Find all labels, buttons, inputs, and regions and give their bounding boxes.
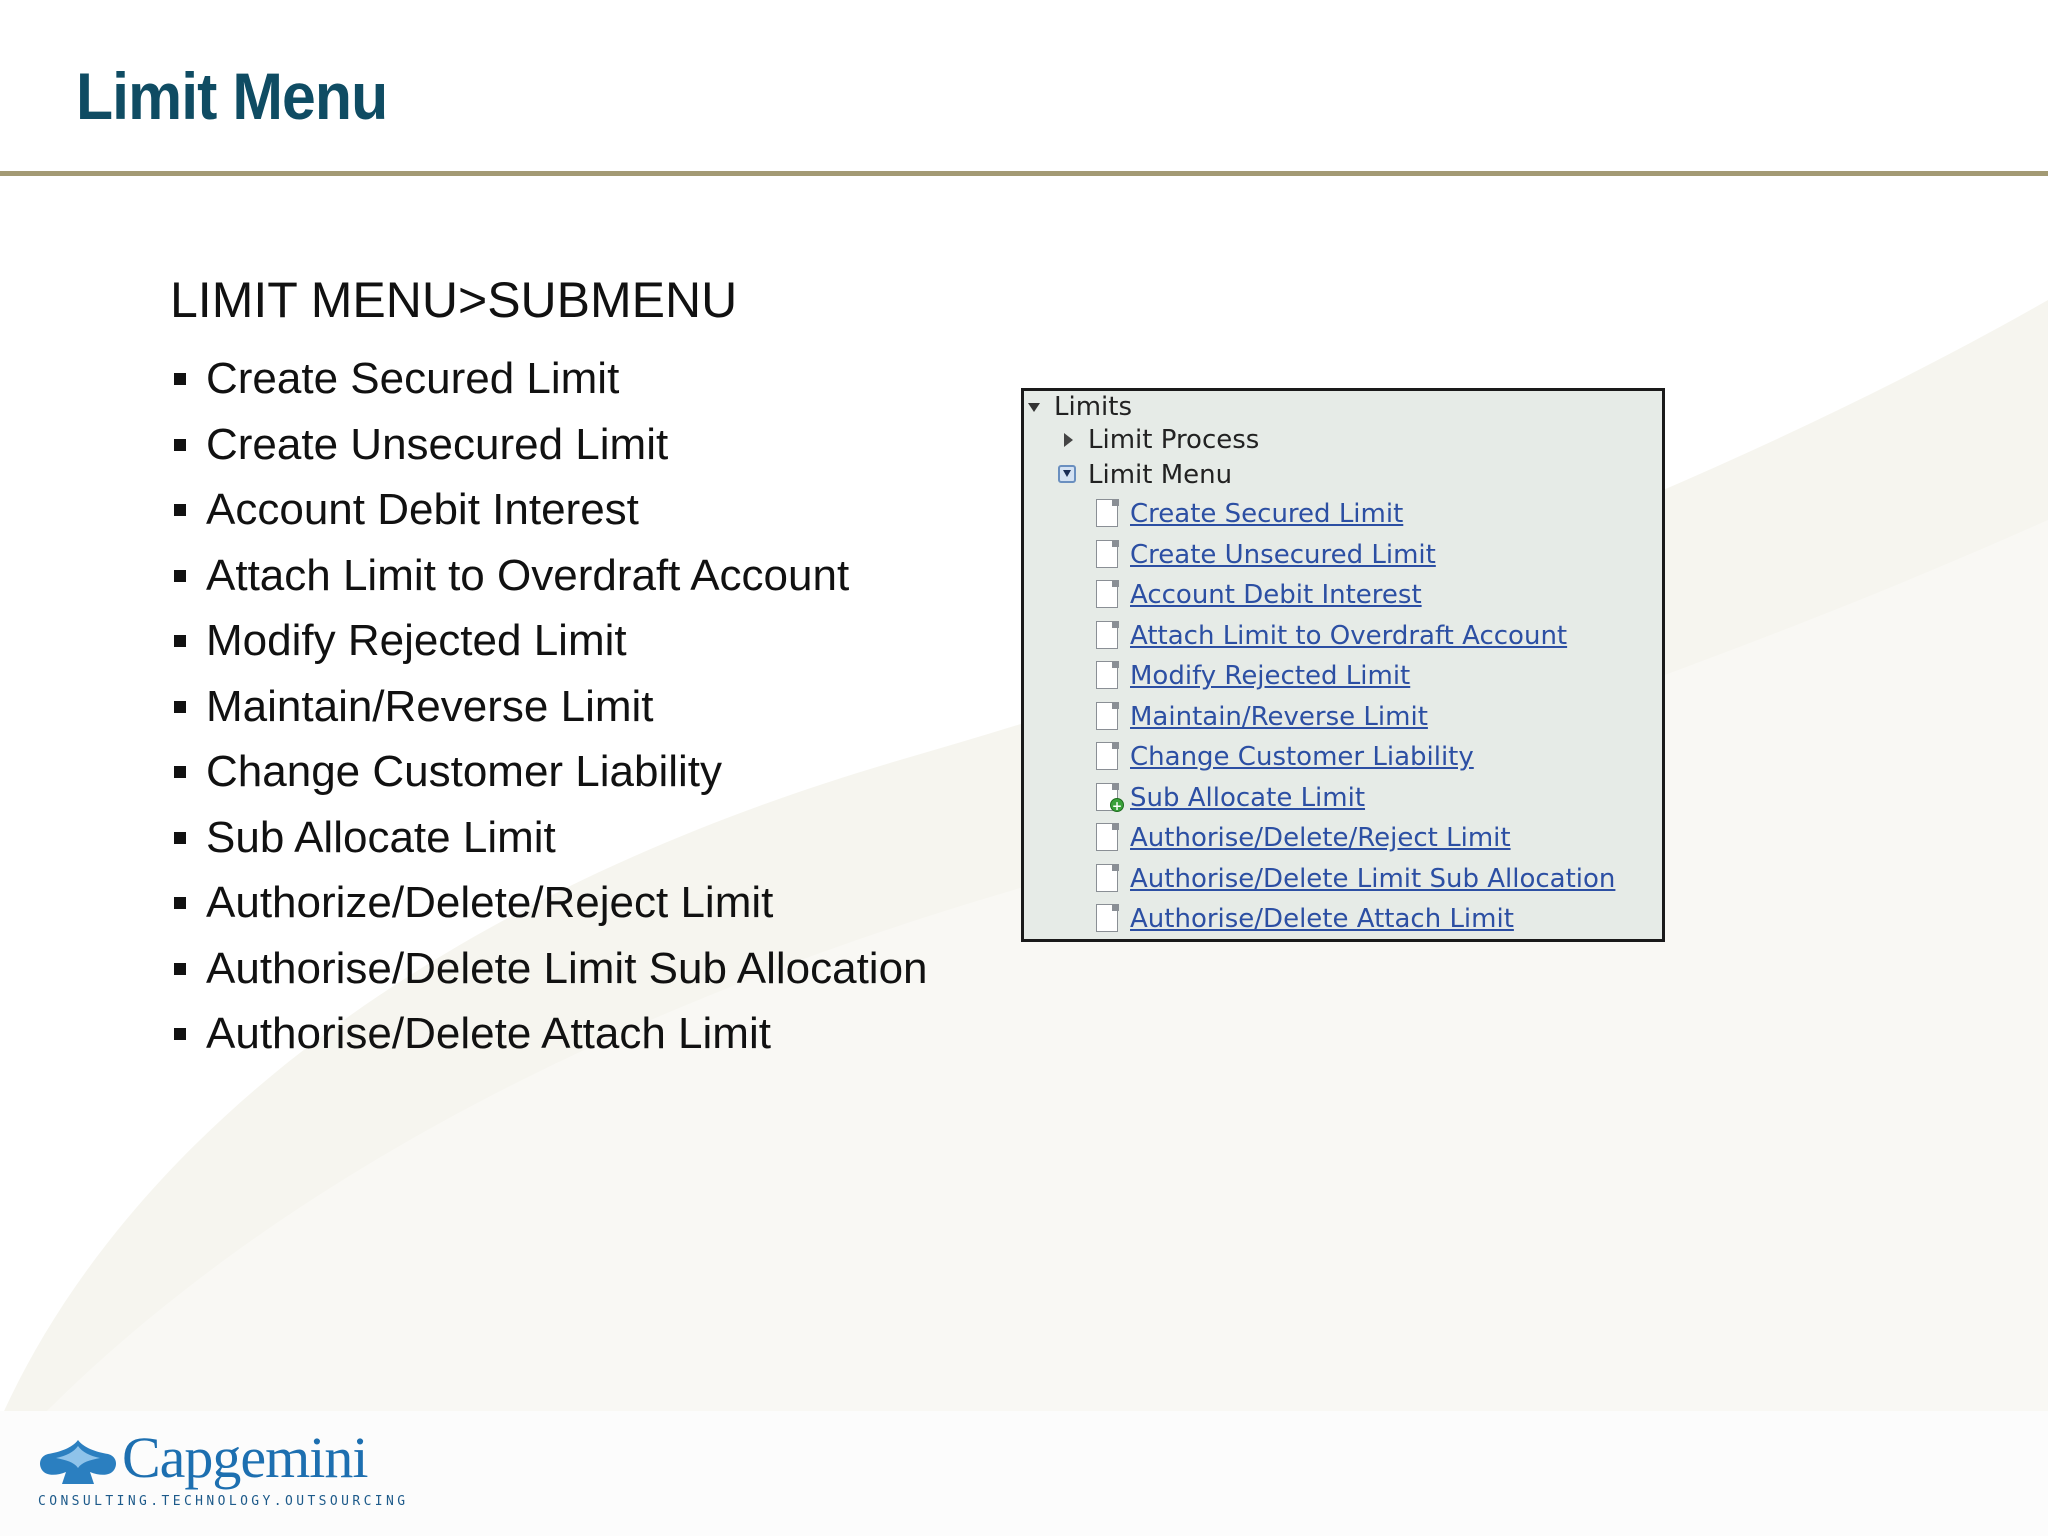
- limits-menu-tree-screenshot: [1021, 388, 1665, 942]
- tree-node-label: Limit Menu: [1088, 460, 1233, 490]
- document-icon: [1096, 864, 1118, 892]
- collapsed-triangle-icon[interactable]: [1064, 433, 1073, 447]
- spade-icon: [36, 1438, 120, 1488]
- tree-link[interactable]: Maintain/Reverse Limit: [1130, 702, 1428, 732]
- document-icon: [1096, 540, 1118, 568]
- tree-node-label: Limit Process: [1088, 425, 1260, 455]
- bullet-square-icon: [174, 897, 186, 909]
- tree-link[interactable]: Attach Limit to Overdraft Account: [1130, 621, 1568, 651]
- bullet-text: Change Customer Liability: [206, 747, 723, 796]
- bullet-square-icon: [174, 963, 186, 975]
- subheading: LIMIT MENU>SUBMENU: [170, 272, 738, 328]
- document-icon: [1096, 823, 1118, 851]
- document-icon: [1096, 580, 1118, 608]
- bullet-text: Attach Limit to Overdraft Account: [206, 550, 850, 600]
- document-icon: [1096, 904, 1118, 932]
- tree-link[interactable]: Create Unsecured Limit: [1130, 540, 1436, 570]
- tree-link[interactable]: Account Debit Interest: [1130, 580, 1422, 610]
- bullet-square-icon: [174, 832, 186, 844]
- tree-link[interactable]: Change Customer Liability: [1130, 742, 1474, 772]
- bullet-square-icon: [174, 373, 186, 385]
- bullet-item: [170, 674, 928, 740]
- document-icon: [1096, 742, 1118, 770]
- slide-title: Limit Menu: [76, 59, 388, 133]
- bullet-item: [170, 1001, 928, 1067]
- bullet-square-icon: [174, 504, 186, 516]
- bullet-item: [170, 870, 928, 936]
- bullet-square-icon: [174, 1028, 186, 1040]
- tree-link[interactable]: Authorise/Delete Attach Limit: [1130, 904, 1514, 934]
- document-icon: [1096, 702, 1118, 730]
- bullet-item: [170, 477, 928, 543]
- tree-link[interactable]: Modify Rejected Limit: [1130, 661, 1411, 691]
- document-icon: [1096, 621, 1118, 649]
- tree-link[interactable]: Authorise/Delete/Reject Limit: [1130, 823, 1511, 853]
- bullet-square-icon: [174, 701, 186, 713]
- bullet-text: Create Secured Limit: [206, 354, 620, 403]
- bullet-section: [170, 268, 928, 1067]
- logo-wordmark: Capgemini: [122, 1425, 368, 1490]
- bullet-item: [170, 739, 928, 805]
- bullet-text: Authorise/Delete Limit Sub Allocation: [206, 943, 928, 993]
- document-icon: [1096, 499, 1118, 527]
- bullet-item: [170, 412, 928, 478]
- bullet-text: Modify Rejected Limit: [206, 616, 627, 665]
- collapse-box-icon[interactable]: [1058, 465, 1076, 483]
- tree-link[interactable]: Create Secured Limit: [1130, 499, 1404, 529]
- bullet-square-icon: [174, 766, 186, 778]
- document-icon: [1096, 661, 1118, 689]
- bullet-text: Account Debit Interest: [206, 485, 639, 534]
- bullet-text: Create Unsecured Limit: [206, 419, 669, 469]
- bullet-item: [170, 936, 928, 1002]
- bullet-text: Sub Allocate Limit: [206, 812, 556, 862]
- bullet-list: [170, 346, 928, 1067]
- bullet-text: Authorize/Delete/Reject Limit: [206, 878, 774, 927]
- bullet-text: Authorise/Delete Attach Limit: [206, 1009, 771, 1058]
- bullet-square-icon: [174, 439, 186, 451]
- title-divider: [0, 171, 2048, 176]
- add-badge-icon: [1110, 798, 1124, 812]
- logo-tagline: CONSULTING.TECHNOLOGY.OUTSOURCING: [38, 1494, 409, 1509]
- expanded-triangle-icon[interactable]: [1028, 403, 1040, 412]
- bullet-item: [170, 608, 928, 674]
- bullet-item: [170, 543, 928, 609]
- bullet-item: [170, 346, 928, 412]
- bullet-square-icon: [174, 635, 186, 647]
- tree-link[interactable]: Sub Allocate Limit: [1130, 783, 1366, 813]
- bullet-square-icon: [174, 570, 186, 582]
- bullet-item: [170, 805, 928, 871]
- tree-node-label: Limits: [1054, 392, 1132, 422]
- tree-link[interactable]: Authorise/Delete Limit Sub Allocation: [1130, 864, 1616, 894]
- capgemini-logo: [36, 1425, 409, 1514]
- bullet-text: Maintain/Reverse Limit: [206, 681, 654, 731]
